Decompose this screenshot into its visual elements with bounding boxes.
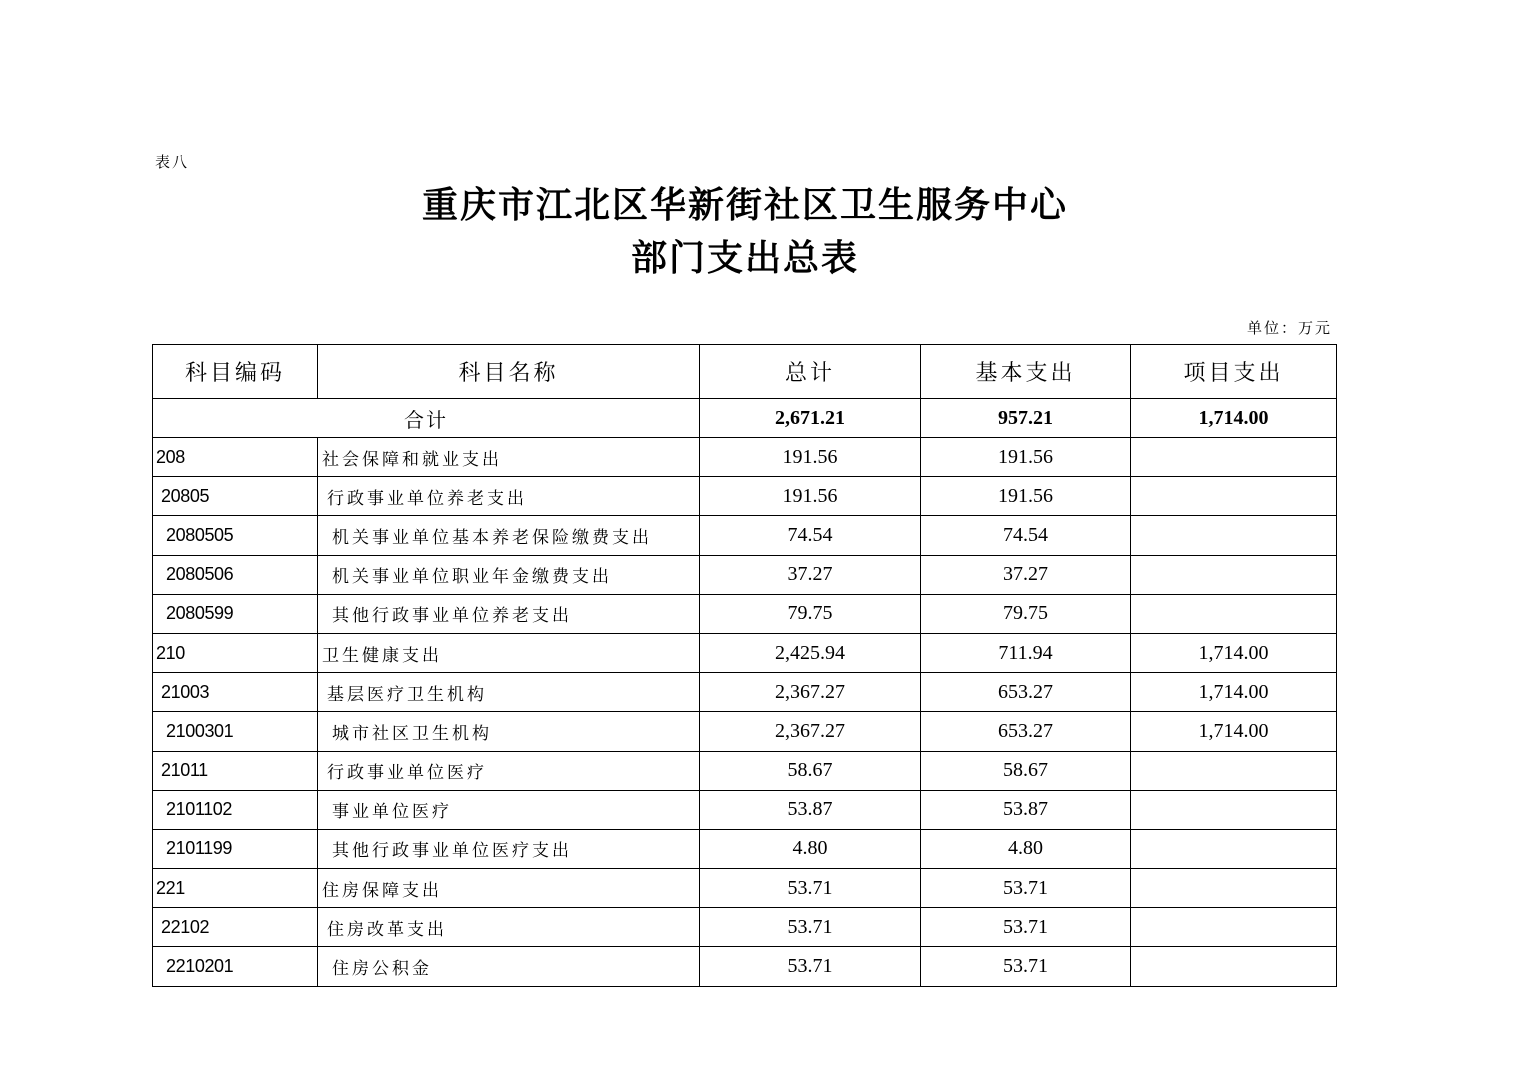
row-project [1131,555,1337,594]
row-total: 2,367.27 [700,673,921,712]
table-row [153,790,1337,829]
row-basic: 191.56 [921,438,1131,477]
row-code: 210 [153,633,318,672]
total-basic: 957.21 [921,399,1131,438]
row-total: 79.75 [700,594,921,633]
row-name: 城市社区卫生机构 [318,712,700,751]
row-project [1131,477,1337,516]
row-project [1131,790,1337,829]
header-total: 总计 [700,345,921,399]
row-project [1131,829,1337,868]
row-basic: 74.54 [921,516,1131,555]
row-code: 2080506 [153,555,318,594]
row-basic: 191.56 [921,477,1131,516]
row-code: 2101199 [153,829,318,868]
total-project: 1,714.00 [1131,399,1337,438]
total-total: 2,671.21 [700,399,921,438]
row-code: 21003 [153,673,318,712]
table-row [153,673,1337,712]
row-code: 2100301 [153,712,318,751]
row-basic: 53.87 [921,790,1131,829]
row-code: 2080599 [153,594,318,633]
row-name: 住房改革支出 [318,908,700,947]
row-name: 事业单位医疗 [318,790,700,829]
row-total: 37.27 [700,555,921,594]
row-basic: 53.71 [921,869,1131,908]
row-name: 住房公积金 [318,947,700,986]
table-row [153,947,1337,986]
row-project [1131,751,1337,790]
row-name: 机关事业单位职业年金缴费支出 [318,555,700,594]
row-code: 2101102 [153,790,318,829]
table-header-row [153,345,1337,399]
row-total: 4.80 [700,829,921,868]
row-project [1131,869,1337,908]
row-basic: 58.67 [921,751,1131,790]
header-project: 项目支出 [1131,345,1337,399]
table-row [153,633,1337,672]
row-code: 2080505 [153,516,318,555]
header-name: 科目名称 [318,345,700,399]
table-row [153,438,1337,477]
row-code: 208 [153,438,318,477]
row-total: 191.56 [700,477,921,516]
row-project [1131,516,1337,555]
row-basic: 653.27 [921,712,1131,751]
total-label: 合计 [153,399,700,438]
row-total: 53.71 [700,908,921,947]
row-code: 221 [153,869,318,908]
row-name: 行政事业单位养老支出 [318,477,700,516]
table-row [153,829,1337,868]
row-basic: 4.80 [921,829,1131,868]
row-name: 机关事业单位基本养老保险缴费支出 [318,516,700,555]
row-name: 其他行政事业单位医疗支出 [318,829,700,868]
row-project: 1,714.00 [1131,633,1337,672]
row-project [1131,908,1337,947]
row-name: 卫生健康支出 [318,633,700,672]
document-subtitle: 部门支出总表 [630,237,859,279]
document-title: 重庆市江北区华新街社区卫生服务中心 [421,184,1068,226]
row-total: 2,425.94 [700,633,921,672]
header-basic: 基本支出 [921,345,1131,399]
row-total: 53.71 [700,947,921,986]
expense-table [152,344,1337,987]
table-label: 表八 [155,153,190,171]
table-row [153,516,1337,555]
row-basic: 37.27 [921,555,1131,594]
table-row [153,555,1337,594]
row-code: 21011 [153,751,318,790]
row-total: 53.87 [700,790,921,829]
header-code: 科目编码 [153,345,318,399]
row-name: 住房保障支出 [318,869,700,908]
table-row [153,908,1337,947]
table-row [153,712,1337,751]
unit-label: 单位：万元 [1246,319,1332,337]
row-project [1131,947,1337,986]
table-row [153,594,1337,633]
row-project [1131,594,1337,633]
row-basic: 711.94 [921,633,1131,672]
table-row [153,869,1337,908]
row-code: 2210201 [153,947,318,986]
row-basic: 79.75 [921,594,1131,633]
table-row [153,477,1337,516]
row-basic: 53.71 [921,947,1131,986]
row-code: 22102 [153,908,318,947]
table-row [153,751,1337,790]
row-total: 53.71 [700,869,921,908]
total-row [153,399,1337,438]
row-basic: 53.71 [921,908,1131,947]
row-project [1131,438,1337,477]
row-basic: 653.27 [921,673,1131,712]
row-name: 社会保障和就业支出 [318,438,700,477]
row-total: 58.67 [700,751,921,790]
row-name: 行政事业单位医疗 [318,751,700,790]
row-total: 2,367.27 [700,712,921,751]
row-name: 基层医疗卫生机构 [318,673,700,712]
row-total: 74.54 [700,516,921,555]
row-code: 20805 [153,477,318,516]
row-name: 其他行政事业单位养老支出 [318,594,700,633]
row-project: 1,714.00 [1131,712,1337,751]
row-project: 1,714.00 [1131,673,1337,712]
row-total: 191.56 [700,438,921,477]
